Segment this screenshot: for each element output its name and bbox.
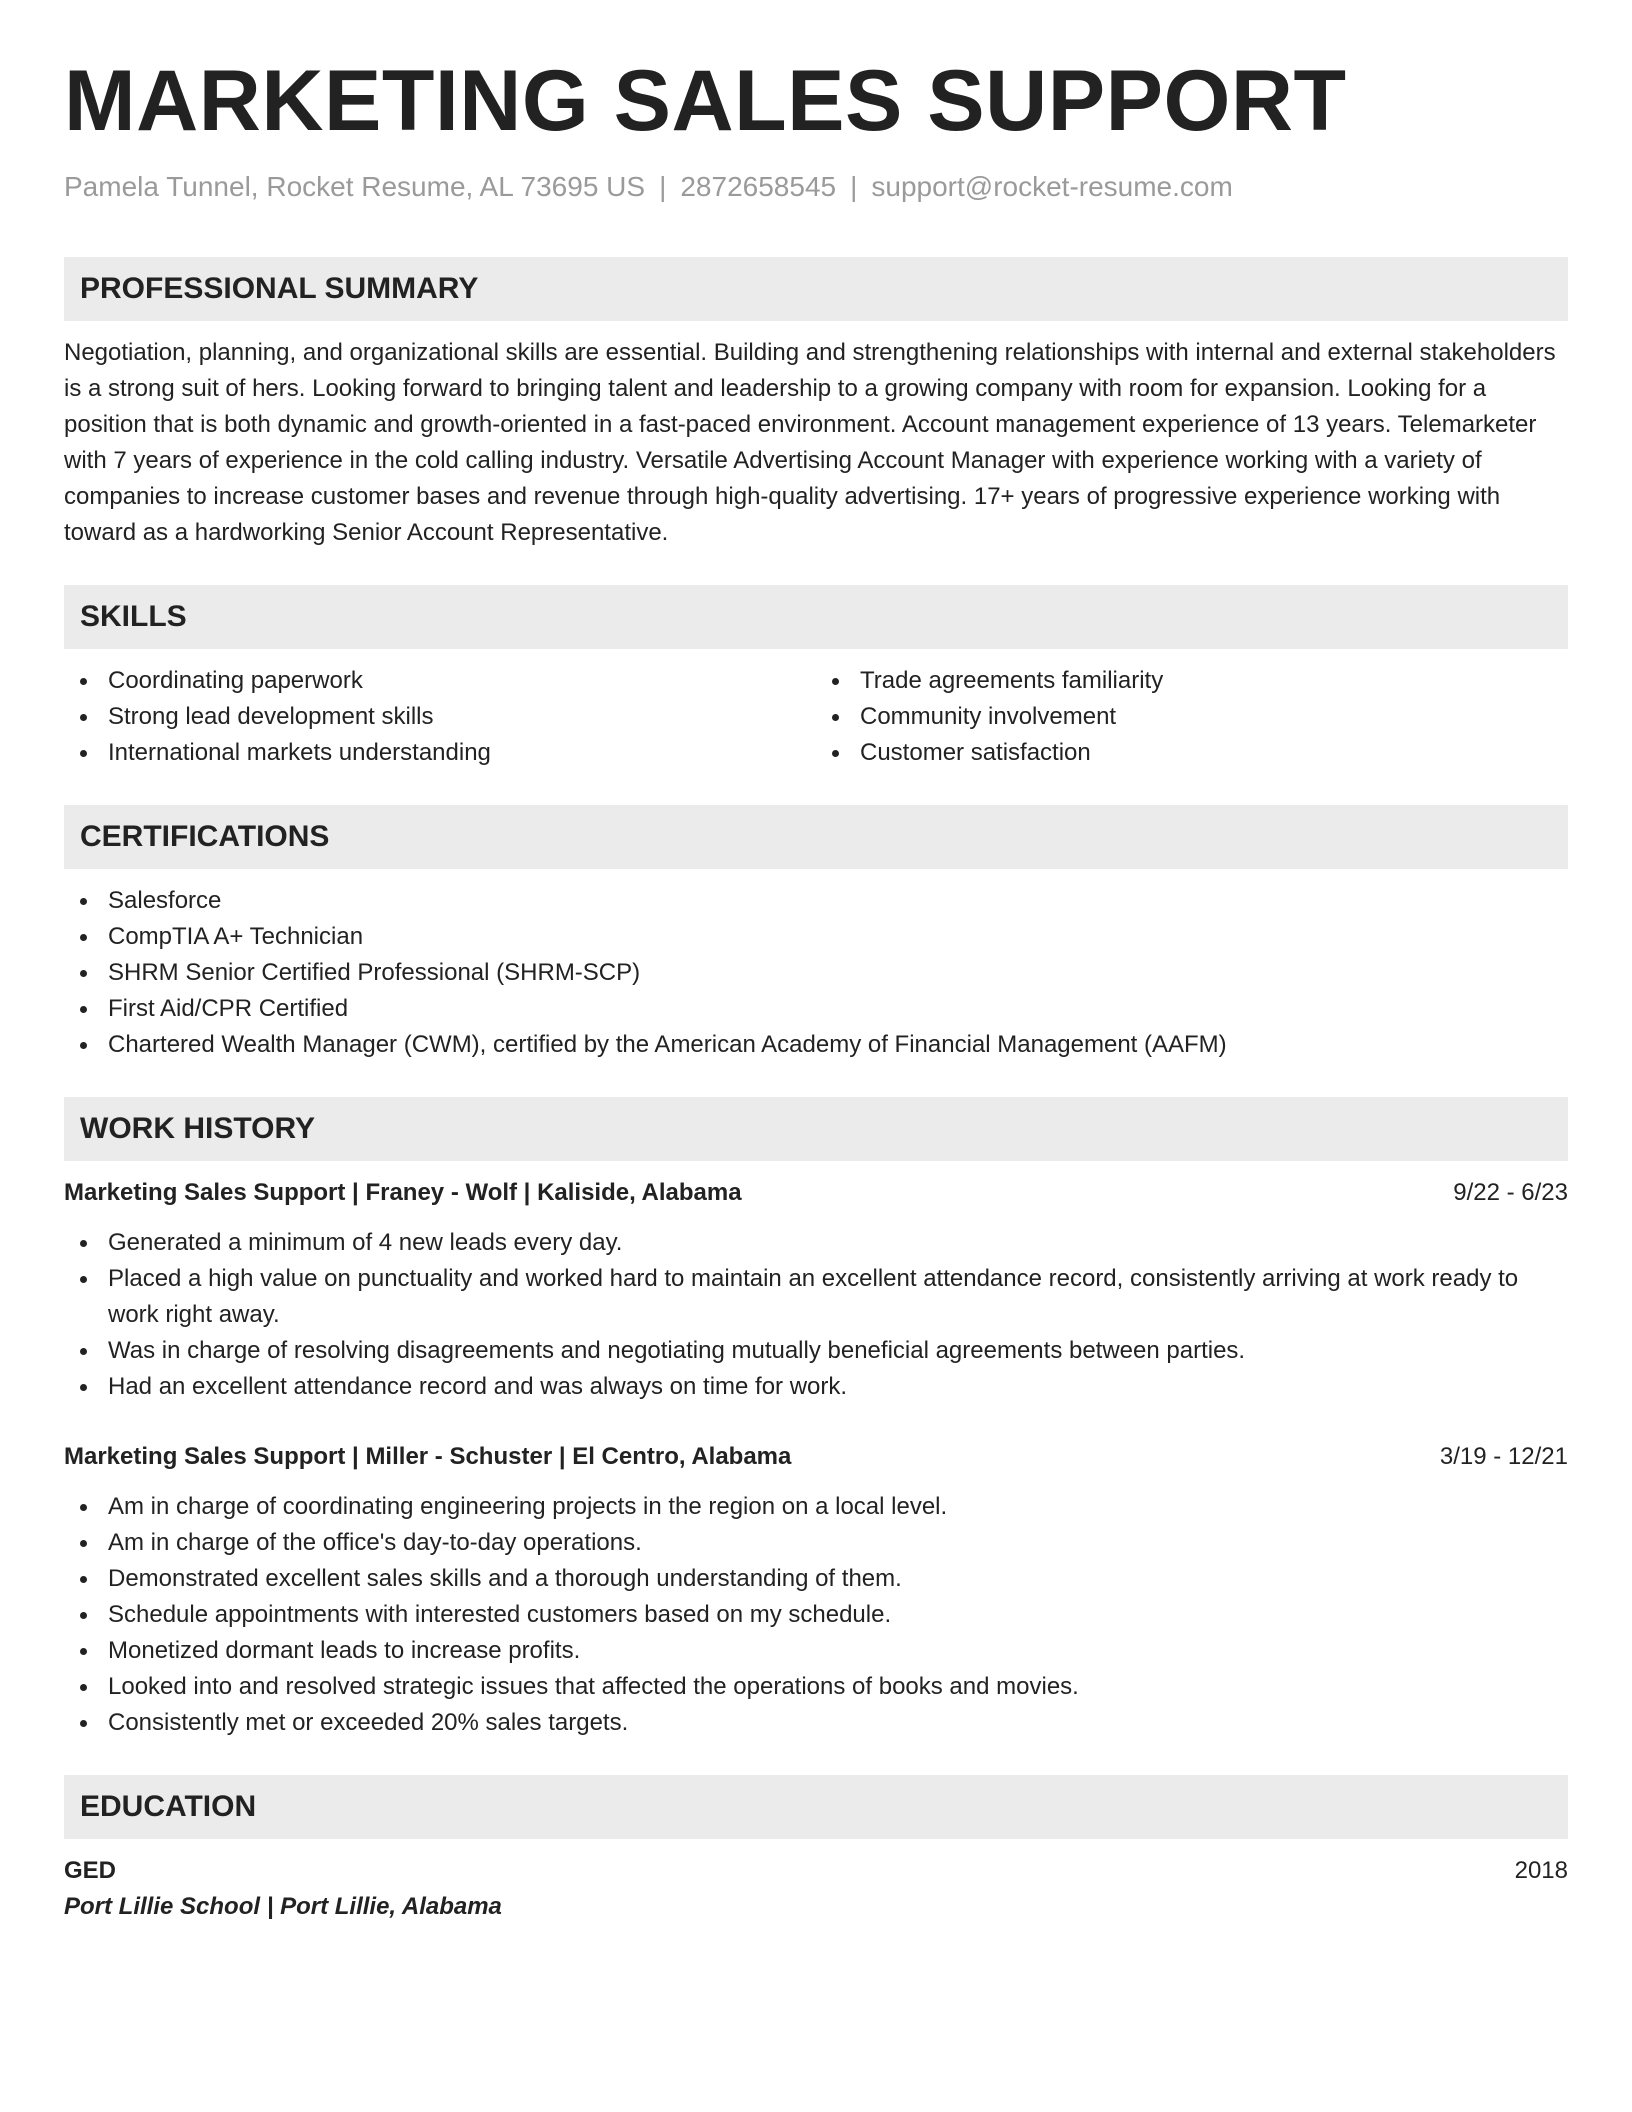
section-header-skills: SKILLS <box>64 585 1568 649</box>
contact-separator: | <box>850 170 858 202</box>
job-bullet: Consistently met or exceeded 20% sales targets. <box>64 1705 1568 1741</box>
job-bullet: Am in charge of coordinating engineering projects in the region on a local level. <box>64 1489 1568 1525</box>
certification-item: Salesforce <box>64 883 1568 919</box>
contact-separator: | <box>659 170 667 202</box>
job-header <box>64 1439 1568 1475</box>
job-bullet: Had an excellent attendance record and was always on time for work. <box>64 1369 1568 1405</box>
job-header <box>64 1175 1568 1211</box>
skill-item: Strong lead development skills <box>64 699 816 735</box>
education-header <box>64 1853 1568 1889</box>
job-title: Marketing Sales Support | Franey - Wolf | Kaliside, Alabama <box>64 1178 742 1206</box>
section-header-summary: PROFESSIONAL SUMMARY <box>64 257 1568 321</box>
job-entry <box>64 1175 1568 1405</box>
skill-item: Coordinating paperwork <box>64 663 816 699</box>
skills-column-left <box>64 663 816 771</box>
skill-item: Trade agreements familiarity <box>816 663 1568 699</box>
job-bullet: Am in charge of the office's day-to-day operations. <box>64 1525 1568 1561</box>
certification-item: First Aid/CPR Certified <box>64 991 1568 1027</box>
skill-item: Community involvement <box>816 699 1568 735</box>
job-bullet: Monetized dormant leads to increase profits. <box>64 1633 1568 1669</box>
job-bullets <box>64 1225 1568 1405</box>
certifications-list <box>64 883 1568 1063</box>
job-bullet: Demonstrated excellent sales skills and a thorough understanding of them. <box>64 1561 1568 1597</box>
section-header-education: EDUCATION <box>64 1775 1568 1839</box>
section-header-work-history: WORK HISTORY <box>64 1097 1568 1161</box>
contact-email: support@rocket-resume.com <box>871 170 1233 202</box>
contact-phone: 2872658545 <box>680 170 837 202</box>
job-bullets <box>64 1489 1568 1741</box>
job-dates: 3/19 - 12/21 <box>1439 1442 1568 1470</box>
resume-title: MARKETING SALES SUPPORT <box>64 53 1347 149</box>
contact-line <box>64 169 1568 205</box>
job-title: Marketing Sales Support | Miller - Schuster | El Centro, Alabama <box>64 1442 792 1470</box>
skill-item: Customer satisfaction <box>816 735 1568 771</box>
skills-column-right <box>816 663 1568 771</box>
job-bullet: Looked into and resolved strategic issues that affected the operations of books and movies. <box>64 1669 1568 1705</box>
certification-item: Chartered Wealth Manager (CWM), certified by the American Academy of Financial Management (AAFM) <box>64 1027 1568 1063</box>
certification-item: CompTIA A+ Technician <box>64 919 1568 955</box>
job-bullet: Schedule appointments with interested customers based on my schedule. <box>64 1597 1568 1633</box>
education-school: Port Lillie School | Port Lillie, Alabama <box>64 1892 502 1920</box>
education-degree: GED <box>64 1856 117 1884</box>
job-bullet: Was in charge of resolving disagreements and negotiating mutually beneficial agreements between parties. <box>64 1333 1568 1369</box>
contact-address: Pamela Tunnel, Rocket Resume, AL 73695 US <box>64 170 646 202</box>
job-entry <box>64 1439 1568 1741</box>
skills-list <box>64 649 1568 771</box>
job-bullet: Placed a high value on punctuality and worked hard to maintain an excellent attendance record, consistently arriving at work ready to work right away. <box>64 1261 1568 1333</box>
section-header-certifications: CERTIFICATIONS <box>64 805 1568 869</box>
summary-text: Negotiation, planning, and organizational skills are essential. Building and strengthening relationships with internal and external stakeholders is a strong suit of hers. Looking forward to bringing talent and leadership to a growing company with room for expansion. Looking for a position that is both dynamic and growth-oriented in a fast-paced environment. Account management experience of 13 years. Telemarketer with 7 years of experience in the cold calling industry. Versatile Advertising Account Manager with experience working with a variety of companies to increase customer bases and revenue through high-quality advertising. 17+ years of progressive experience working with toward as a hardworking Senior Account Representative. <box>64 338 1556 546</box>
skill-item: International markets understanding <box>64 735 816 771</box>
job-dates: 9/22 - 6/23 <box>1453 1178 1568 1206</box>
education-year: 2018 <box>1514 1856 1568 1884</box>
job-bullet: Generated a minimum of 4 new leads every day. <box>64 1225 1568 1261</box>
certification-item: SHRM Senior Certified Professional (SHRM-SCP) <box>64 955 1568 991</box>
